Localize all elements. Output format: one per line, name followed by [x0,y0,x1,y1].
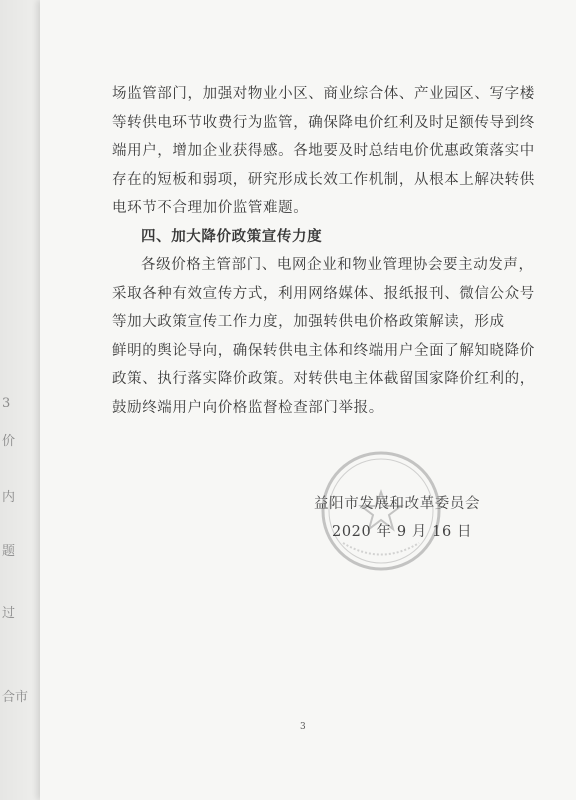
bleed-text: 3 [2,396,11,411]
text-line: 端用户，增加企业获得感。各地要及时总结电价优惠政策落实中 [112,143,535,159]
previous-page-edge [0,0,40,800]
text-line: 各级价格主管部门、电网企业和物业管理协会要主动发声， [141,257,534,273]
issue-date: 2020 年 9 月 16 日 [332,524,473,540]
text-line: 鲜明的舆论导向，确保转供电主体和终端用户全面了解知晓降价 [112,342,535,359]
text-line: 等加大政策宣传工作力度，加强转供电价格政策解读，形成 [112,314,505,330]
section-heading: 四、加大降价政策宣传力度 [141,228,323,245]
text-line: 政策、执行落实降价政策。对转供电主体截留国家降价红利的， [112,371,535,387]
text-line: 等转供电环节收费行为监管，确保降电价红利及时足额传导到终 [112,114,535,131]
bleed-text: 合市 [2,690,29,705]
text-line: 采取各种有效宣传方式，利用网络媒体、报纸报刊、微信公众号 [112,285,535,302]
bleed-text: 题 [2,544,16,559]
issuing-organization: 益阳市发展和改革委员会 [314,496,481,512]
text-line: 存在的短板和弱项，研究形成长效工作机制，从根本上解决转供 [112,171,535,188]
paragraph-publicity [112,251,535,422]
paragraph-continuation [112,80,535,223]
bleed-text: 内 [2,490,16,505]
page-number: 3 [300,722,306,732]
signature-block [314,490,504,546]
bleed-text: 过 [2,606,16,621]
text-line: 电环节不合理加价监管难题。 [112,200,309,216]
text-line: 场监管部门，加强对物业小区、商业综合体、产业园区、写字楼 [112,86,535,102]
document-body [112,80,535,422]
text-line: 鼓励终端用户向价格监督检查部门举报。 [112,399,384,416]
bleed-text: 价 [2,434,16,449]
